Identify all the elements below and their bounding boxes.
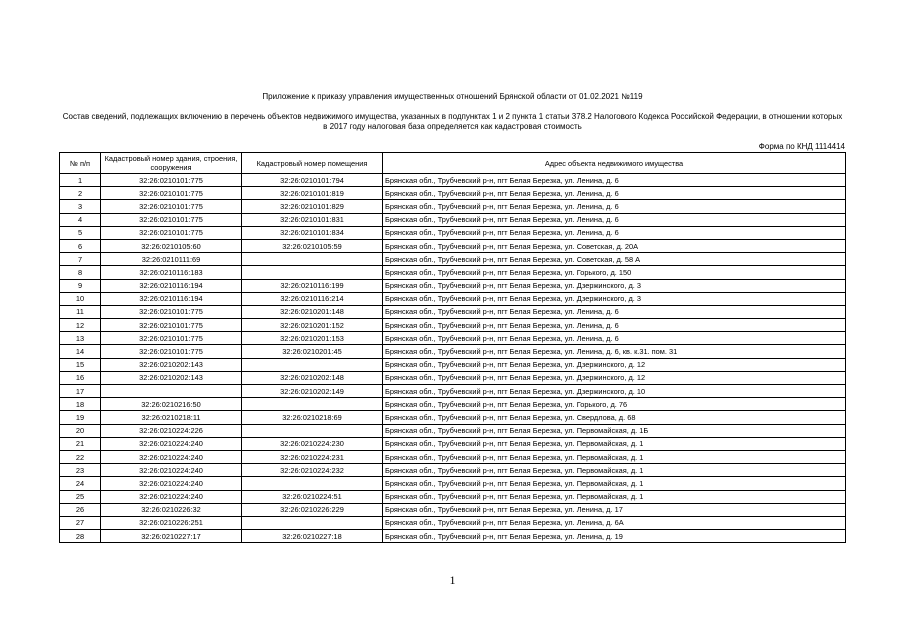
building-cadastral-number: 32:26:0210105:60: [101, 239, 242, 252]
premises-cadastral-number: 32:26:0210101:831: [242, 213, 383, 226]
address: Брянская обл., Трубчевский р-н, пгт Белая Березка, ул. Ленина, д. 6: [383, 226, 846, 239]
column-header-premises-cadastral: Кадастровый номер помещения: [242, 153, 383, 174]
premises-cadastral-number: [242, 253, 383, 266]
table-row: [60, 358, 846, 371]
row-number: 13: [60, 332, 101, 345]
premises-cadastral-number: 32:26:0210101:829: [242, 200, 383, 213]
premises-cadastral-number: [242, 516, 383, 529]
row-number: 22: [60, 450, 101, 463]
row-number: 19: [60, 411, 101, 424]
row-number: 6: [60, 239, 101, 252]
address: Брянская обл., Трубчевский р-н, пгт Белая Березка, ул. Ленина, д. 6А: [383, 516, 846, 529]
building-cadastral-number: 32:26:0210101:775: [101, 345, 242, 358]
building-cadastral-number: 32:26:0210116:194: [101, 292, 242, 305]
building-cadastral-number: 32:26:0210224:226: [101, 424, 242, 437]
address: Брянская обл., Трубчевский р-н, пгт Белая Березка, ул. Первомайская, д. 1: [383, 477, 846, 490]
building-cadastral-number: 32:26:0210224:240: [101, 450, 242, 463]
table-row: [60, 477, 846, 490]
form-code: Форма по КНД 1114414: [758, 142, 845, 151]
building-cadastral-number: 32:26:0210226:251: [101, 516, 242, 529]
premises-cadastral-number: [242, 398, 383, 411]
premises-cadastral-number: 32:26:0210201:153: [242, 332, 383, 345]
address: Брянская обл., Трубчевский р-н, пгт Белая Березка, ул. Советская, д. 20А: [383, 239, 846, 252]
building-cadastral-number: 32:26:0210218:11: [101, 411, 242, 424]
table-row: [60, 503, 846, 516]
premises-cadastral-number: 32:26:0210224:232: [242, 464, 383, 477]
address: Брянская обл., Трубчевский р-н, пгт Белая Березка, ул. Ленина, д. 17: [383, 503, 846, 516]
premises-cadastral-number: [242, 424, 383, 437]
premises-cadastral-number: [242, 266, 383, 279]
row-number: 9: [60, 279, 101, 292]
building-cadastral-number: 32:26:0210101:775: [101, 200, 242, 213]
address: Брянская обл., Трубчевский р-н, пгт Белая Березка, ул. Ленина, д. 6, кв. к.31. пом. 31: [383, 345, 846, 358]
premises-cadastral-number: 32:26:0210224:51: [242, 490, 383, 503]
premises-cadastral-number: 32:26:0210201:148: [242, 305, 383, 318]
table-row: [60, 371, 846, 384]
building-cadastral-number: 32:26:0210101:775: [101, 305, 242, 318]
building-cadastral-number: 32:26:0210116:194: [101, 279, 242, 292]
row-number: 12: [60, 319, 101, 332]
building-cadastral-number: 32:26:0210202:143: [101, 371, 242, 384]
address: Брянская обл., Трубчевский р-н, пгт Белая Березка, ул. Дзержинского, д. 3: [383, 279, 846, 292]
address: Брянская обл., Трубчевский р-н, пгт Белая Березка, ул. Первомайская, д. 1: [383, 464, 846, 477]
composition-heading: Состав сведений, подлежащих включению в перечень объектов недвижимого имущества, указанных в подпунктах 1 и 2 пункта 1 статьи 378.2 Налогового Кодекса Российской Федерации, в отношении которых в 2017 году налоговая база определяется как кадастровая стоимость: [62, 112, 843, 131]
table-row: [60, 266, 846, 279]
row-number: 3: [60, 200, 101, 213]
row-number: 28: [60, 530, 101, 543]
appendix-title: Приложение к приказу управления имущественных отношений Брянской области от 01.02.2021 №119: [262, 92, 643, 101]
building-cadastral-number: 32:26:0210202:143: [101, 358, 242, 371]
premises-cadastral-number: 32:26:0210224:230: [242, 437, 383, 450]
row-number: 4: [60, 213, 101, 226]
table-row: [60, 411, 846, 424]
row-number: 20: [60, 424, 101, 437]
address: Брянская обл., Трубчевский р-н, пгт Белая Березка, ул. Дзержинского, д. 12: [383, 371, 846, 384]
table-row: [60, 305, 846, 318]
premises-cadastral-number: 32:26:0210101:819: [242, 187, 383, 200]
premises-cadastral-number: 32:26:0210201:152: [242, 319, 383, 332]
table-row: [60, 450, 846, 463]
table-row: [60, 398, 846, 411]
address: Брянская обл., Трубчевский р-н, пгт Белая Березка, ул. Ленина, д. 6: [383, 174, 846, 187]
building-cadastral-number: 32:26:0210224:240: [101, 490, 242, 503]
table-row: [60, 345, 846, 358]
building-cadastral-number: 32:26:0210101:775: [101, 226, 242, 239]
property-table: [59, 152, 846, 543]
table-row: [60, 239, 846, 252]
row-number: 1: [60, 174, 101, 187]
table-row: [60, 174, 846, 187]
table-row: [60, 200, 846, 213]
premises-cadastral-number: [242, 358, 383, 371]
address: Брянская обл., Трубчевский р-н, пгт Белая Березка, ул. Дзержинского, д. 3: [383, 292, 846, 305]
premises-cadastral-number: 32:26:0210105:59: [242, 239, 383, 252]
row-number: 11: [60, 305, 101, 318]
column-header-address: Адрес объекта недвижимого имущества: [383, 153, 846, 174]
table-row: [60, 253, 846, 266]
address: Брянская обл., Трубчевский р-н, пгт Белая Березка, ул. Первомайская, д. 1: [383, 437, 846, 450]
premises-cadastral-number: [242, 477, 383, 490]
row-number: 21: [60, 437, 101, 450]
premises-cadastral-number: 32:26:0210227:18: [242, 530, 383, 543]
table-row: [60, 187, 846, 200]
address: Брянская обл., Трубчевский р-н, пгт Белая Березка, ул. Дзержинского, д. 12: [383, 358, 846, 371]
building-cadastral-number: [101, 385, 242, 398]
row-number: 26: [60, 503, 101, 516]
building-cadastral-number: 32:26:0210116:183: [101, 266, 242, 279]
table-row: [60, 332, 846, 345]
table-row: [60, 213, 846, 226]
column-header-building-cadastral: Кадастровый номер здания, строения, сооружения: [101, 153, 242, 174]
row-number: 23: [60, 464, 101, 477]
row-number: 27: [60, 516, 101, 529]
row-number: 10: [60, 292, 101, 305]
address: Брянская обл., Трубчевский р-н, пгт Белая Березка, ул. Ленина, д. 6: [383, 319, 846, 332]
building-cadastral-number: 32:26:0210101:775: [101, 332, 242, 345]
building-cadastral-number: 32:26:0210226:32: [101, 503, 242, 516]
building-cadastral-number: 32:26:0210101:775: [101, 187, 242, 200]
building-cadastral-number: 32:26:0210101:775: [101, 174, 242, 187]
address: Брянская обл., Трубчевский р-н, пгт Белая Березка, ул. Ленина, д. 6: [383, 187, 846, 200]
row-number: 5: [60, 226, 101, 239]
premises-cadastral-number: 32:26:0210101:834: [242, 226, 383, 239]
premises-cadastral-number: 32:26:0210202:149: [242, 385, 383, 398]
table-row: [60, 279, 846, 292]
building-cadastral-number: 32:26:0210227:17: [101, 530, 242, 543]
address: Брянская обл., Трубчевский р-н, пгт Белая Березка, ул. Ленина, д. 6: [383, 213, 846, 226]
address: Брянская обл., Трубчевский р-н, пгт Белая Березка, ул. Ленина, д. 6: [383, 332, 846, 345]
table-row: [60, 385, 846, 398]
column-header-number: № п/п: [60, 153, 101, 174]
table-body: [60, 174, 846, 543]
row-number: 15: [60, 358, 101, 371]
premises-cadastral-number: 32:26:0210224:231: [242, 450, 383, 463]
building-cadastral-number: 32:26:0210111:69: [101, 253, 242, 266]
address: Брянская обл., Трубчевский р-н, пгт Белая Березка, ул. Первомайская, д. 1Б: [383, 424, 846, 437]
premises-cadastral-number: 32:26:0210201:45: [242, 345, 383, 358]
building-cadastral-number: 32:26:0210224:240: [101, 437, 242, 450]
table-row: [60, 226, 846, 239]
table-row: [60, 490, 846, 503]
address: Брянская обл., Трубчевский р-н, пгт Белая Березка, ул. Свердлова, д. 68: [383, 411, 846, 424]
row-number: 2: [60, 187, 101, 200]
table-row: [60, 437, 846, 450]
row-number: 24: [60, 477, 101, 490]
address: Брянская обл., Трубчевский р-н, пгт Белая Березка, ул. Первомайская, д. 1: [383, 490, 846, 503]
address: Брянская обл., Трубчевский р-н, пгт Белая Березка, ул. Советская, д. 58 А: [383, 253, 846, 266]
row-number: 25: [60, 490, 101, 503]
building-cadastral-number: 32:26:0210224:240: [101, 477, 242, 490]
row-number: 17: [60, 385, 101, 398]
address: Брянская обл., Трубчевский р-н, пгт Белая Березка, ул. Ленина, д. 6: [383, 200, 846, 213]
premises-cadastral-number: 32:26:0210116:199: [242, 279, 383, 292]
row-number: 8: [60, 266, 101, 279]
premises-cadastral-number: 32:26:0210226:229: [242, 503, 383, 516]
row-number: 16: [60, 371, 101, 384]
table-row: [60, 516, 846, 529]
address: Брянская обл., Трубчевский р-н, пгт Белая Березка, ул. Ленина, д. 19: [383, 530, 846, 543]
table-row: [60, 319, 846, 332]
address: Брянская обл., Трубчевский р-н, пгт Белая Березка, ул. Ленина, д. 6: [383, 305, 846, 318]
row-number: 18: [60, 398, 101, 411]
table-row: [60, 464, 846, 477]
premises-cadastral-number: 32:26:0210101:794: [242, 174, 383, 187]
address: Брянская обл., Трубчевский р-н, пгт Белая Березка, ул. Дзержинского, д. 10: [383, 385, 846, 398]
address: Брянская обл., Трубчевский р-н, пгт Белая Березка, ул. Первомайская, д. 1: [383, 450, 846, 463]
row-number: 7: [60, 253, 101, 266]
table-row: [60, 292, 846, 305]
building-cadastral-number: 32:26:0210224:240: [101, 464, 242, 477]
row-number: 14: [60, 345, 101, 358]
premises-cadastral-number: 32:26:0210202:148: [242, 371, 383, 384]
address: Брянская обл., Трубчевский р-н, пгт Белая Березка, ул. Горького, д. 76: [383, 398, 846, 411]
premises-cadastral-number: 32:26:0210218:69: [242, 411, 383, 424]
premises-cadastral-number: 32:26:0210116:214: [242, 292, 383, 305]
building-cadastral-number: 32:26:0210216:50: [101, 398, 242, 411]
table-header-row: [60, 153, 846, 174]
building-cadastral-number: 32:26:0210101:775: [101, 319, 242, 332]
address: Брянская обл., Трубчевский р-н, пгт Белая Березка, ул. Горького, д. 150: [383, 266, 846, 279]
page-number: 1: [449, 573, 456, 587]
table-row: [60, 530, 846, 543]
table-row: [60, 424, 846, 437]
building-cadastral-number: 32:26:0210101:775: [101, 213, 242, 226]
